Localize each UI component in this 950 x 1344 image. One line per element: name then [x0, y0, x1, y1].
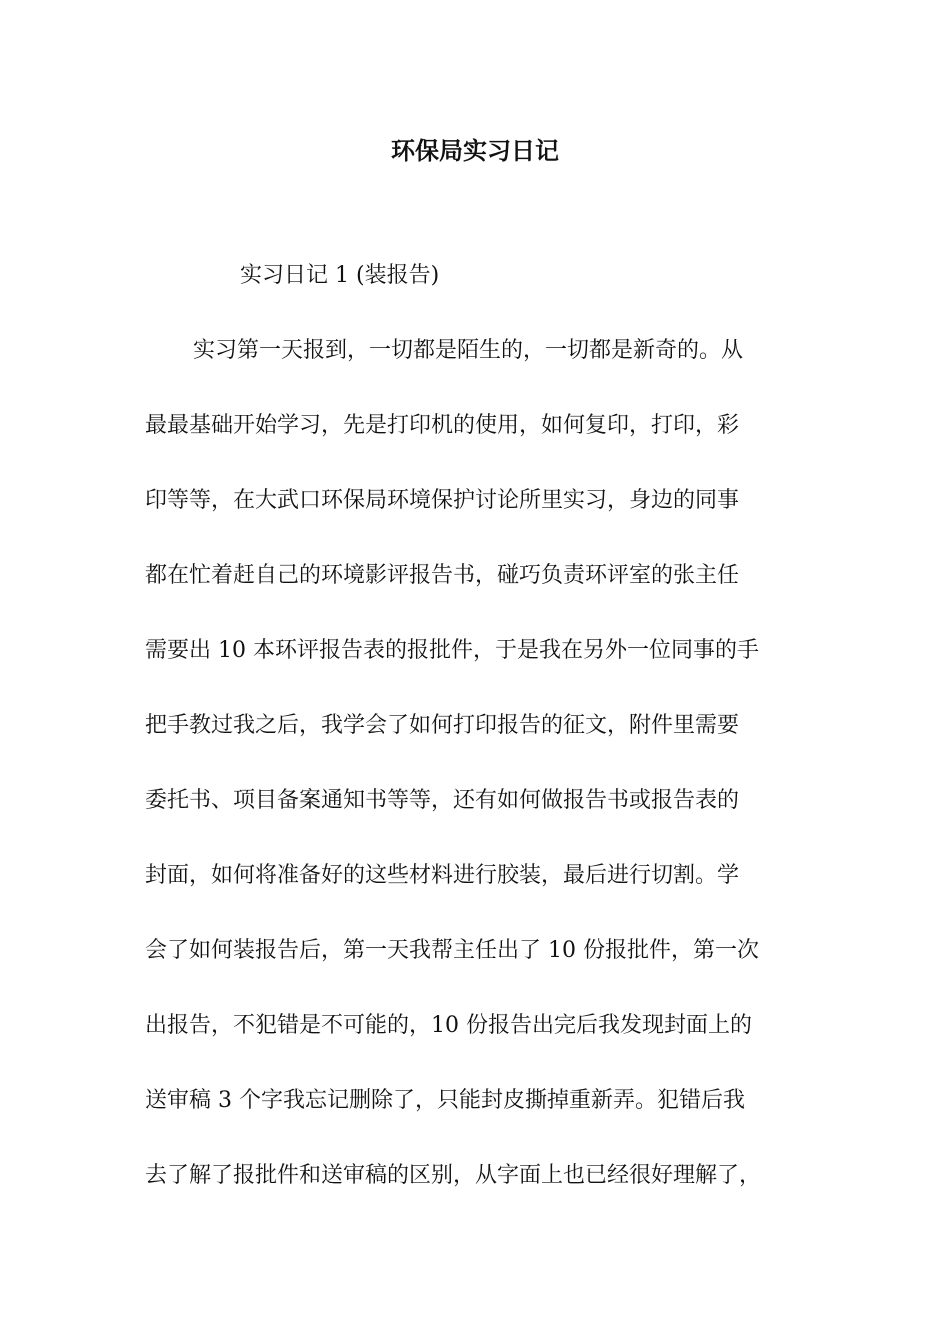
- body-line: 印等等，在大武口环保局环境保护讨论所里实习，身边的同事: [145, 488, 740, 513]
- body-paragraph: [145, 332, 815, 1232]
- body-line: 会了如何装报告后，第一天我帮主任出了 10 份报批件，第一次: [145, 938, 759, 963]
- body-line: 最最基础开始学习，先是打印机的使用，如何复印，打印，彩: [145, 413, 740, 438]
- body-line: 都在忙着赶自己的环境影评报告书，碰巧负责环评室的张主任: [145, 563, 740, 588]
- body-line: 去了解了报批件和送审稿的区别，从字面上也已经很好理解了，: [145, 1163, 762, 1188]
- body-line: 把手教过我之后，我学会了如何打印报告的征文，附件里需要: [145, 713, 740, 738]
- body-line: 需要出 10 本环评报告表的报批件，于是我在另外一位同事的手: [145, 638, 759, 663]
- section-heading: 实习日记 1 (装报告): [240, 263, 440, 288]
- body-line: 封面，如何将准备好的这些材料进行胶装，最后进行切割。学: [145, 863, 740, 888]
- body-line: 委托书、项目备案通知书等等，还有如何做报告书或报告表的: [145, 788, 740, 813]
- body-line: 出报告，不犯错是不可能的，10 份报告出完后我发现封面上的: [145, 1013, 752, 1038]
- document-title: 环保局实习日记: [391, 137, 559, 165]
- body-line: 实习第一天报到，一切都是陌生的，一切都是新奇的。从: [193, 338, 744, 363]
- body-line: 送审稿 3 个字我忘记删除了，只能封皮撕掉重新弄。犯错后我: [145, 1088, 745, 1113]
